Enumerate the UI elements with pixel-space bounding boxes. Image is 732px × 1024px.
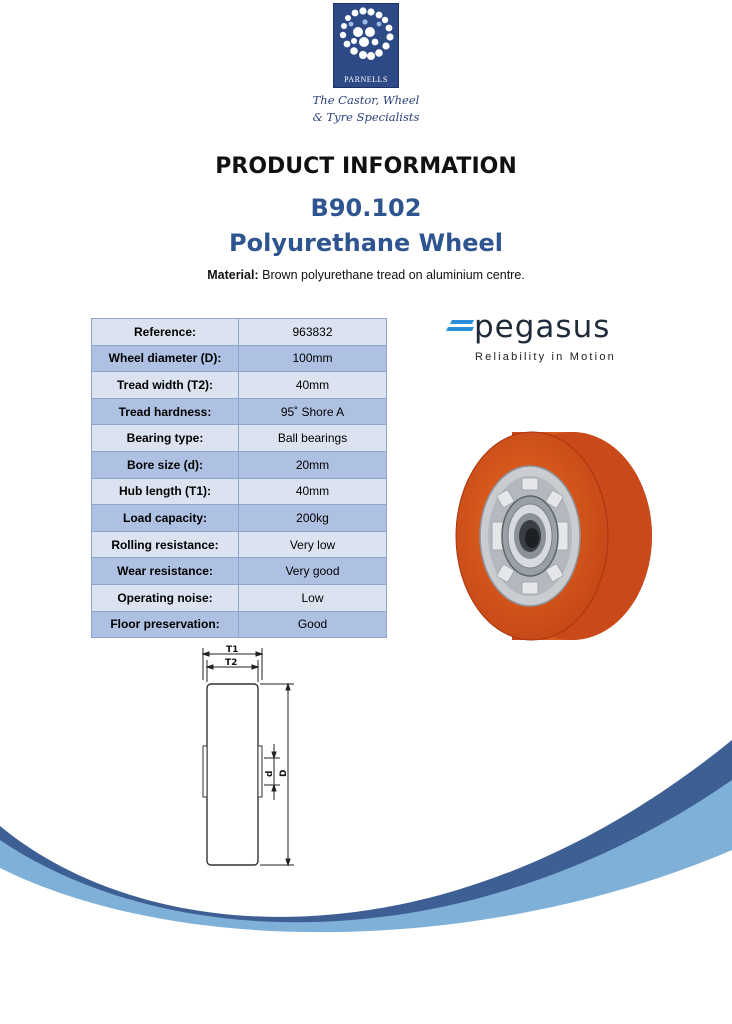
table-row (92, 451, 387, 478)
spec-label: Reference: (92, 319, 239, 346)
logo-text: PARNELLS (344, 75, 388, 84)
page-heading: PRODUCT INFORMATION (215, 154, 517, 179)
table-row (92, 531, 387, 558)
table-row (92, 398, 387, 425)
label-d-small: d (265, 770, 275, 777)
spec-value: 20mm (239, 451, 387, 478)
table-row (92, 611, 387, 638)
pegasus-tagline: Reliability in Motion (475, 351, 616, 363)
tagline-line1: The Castor, Wheel (312, 93, 420, 107)
table-row (92, 425, 387, 452)
spec-value: 963832 (239, 319, 387, 346)
parnells-emblem-icon (334, 4, 398, 74)
spec-label: Load capacity: (92, 505, 239, 532)
product-code: B90.102 (310, 194, 422, 222)
spec-label: Bore size (d): (92, 451, 239, 478)
material-line (0, 268, 732, 282)
decorative-swoosh (0, 700, 732, 1024)
spec-value: 100mm (239, 345, 387, 372)
table-row (92, 478, 387, 505)
spec-value: Very low (239, 531, 387, 558)
parnells-logo (333, 3, 399, 88)
label-d-large: D (279, 769, 289, 777)
table-row (92, 505, 387, 532)
material-text: Brown polyurethane tread on aluminium centre. (262, 268, 525, 282)
table-row (92, 345, 387, 372)
spec-label: Wear resistance: (92, 558, 239, 585)
spec-value: Low (239, 584, 387, 611)
spec-label: Floor preservation: (92, 611, 239, 638)
spec-label: Bearing type: (92, 425, 239, 452)
spec-table (91, 318, 387, 638)
spec-label: Wheel diameter (D): (92, 345, 239, 372)
spec-value: 95˚ Shore A (239, 398, 387, 425)
spec-value: 40mm (239, 478, 387, 505)
label-t1: T1 (226, 645, 239, 655)
spec-label: Tread hardness: (92, 398, 239, 425)
table-row (92, 558, 387, 585)
spec-value: Ball bearings (239, 425, 387, 452)
spec-value: Very good (239, 558, 387, 585)
table-row (92, 319, 387, 346)
table-row (92, 372, 387, 399)
label-t2: T2 (225, 658, 238, 668)
table-row (92, 584, 387, 611)
spec-label: Tread width (T2): (92, 372, 239, 399)
material-label: Material: (207, 268, 259, 282)
spec-label: Hub length (T1): (92, 478, 239, 505)
pegasus-stripes-icon (444, 318, 474, 340)
wheel-photo (452, 430, 652, 645)
product-name: Polyurethane Wheel (229, 229, 503, 257)
spec-value: 40mm (239, 372, 387, 399)
spec-value: 200kg (239, 505, 387, 532)
pegasus-wordmark: pegasus (474, 309, 611, 345)
spec-label: Operating noise: (92, 584, 239, 611)
spec-value: Good (239, 611, 387, 638)
tagline-line2: & Tyre Specialists (312, 110, 420, 124)
pegasus-logo (444, 309, 624, 368)
spec-label: Rolling resistance: (92, 531, 239, 558)
